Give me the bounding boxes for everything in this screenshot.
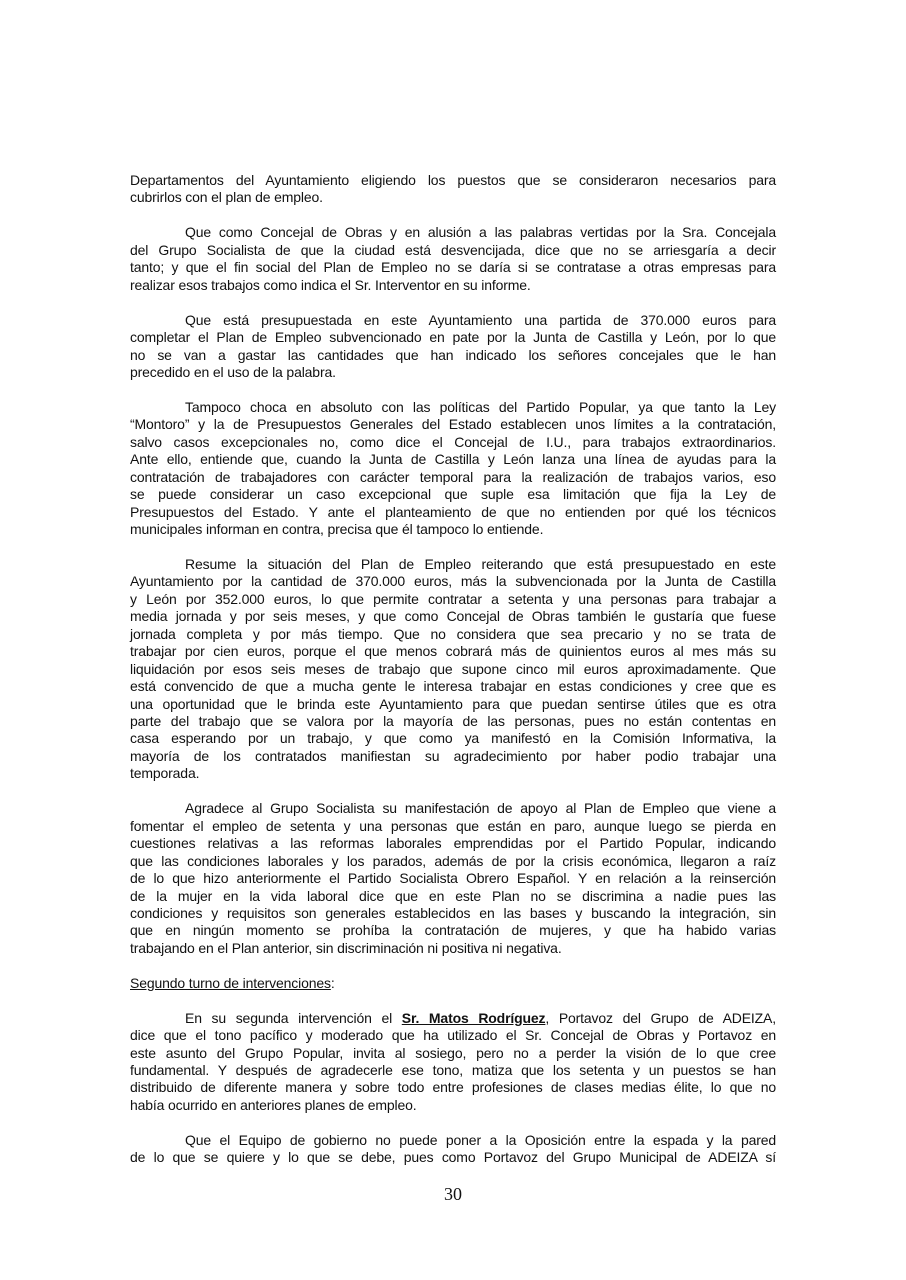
section-heading [130,975,776,992]
paragraph-line: Tampoco choca en absoluto con las políticas del Partido Popular, ya que tanto la Ley [185,398,776,415]
paragraph-line: cubrirlos con el plan de empleo. [130,189,323,206]
document-body [130,172,776,1184]
paragraph-line: del Grupo Socialista de que la ciudad está desvencijada, dice que no se arriesgaría a decir [130,241,776,258]
paragraph-line: de lo que hizo anteriormente el Partido Socialista Obrero Español. Y en relación a la reinserción [130,870,776,887]
paragraph-line [130,1010,776,1027]
paragraph-line: cuestiones relativas a las reformas laborales emprendidas por el Partido Popular, indicando [130,835,776,852]
paragraph [130,312,776,382]
paragraphs-section-1 [130,172,776,957]
paragraph-line: trabajar por cien euros, porque el que menos cobrará más de quinientos euros al mes más su [130,643,776,660]
paragraph-line: que las condiciones laborales y los parados, además de por la crisis económica, llegaron a raíz [130,852,776,869]
paragraph [130,399,776,539]
paragraph-line: había ocurrido en anteriores planes de empleo. [130,1096,417,1113]
paragraph-line: tanto; y que el fin social del Plan de Empleo no se daría si se contratase a otras empresas para [130,259,776,276]
paragraph-line: de lo que se quiere y lo que se debe, pues como Portavoz del Grupo Municipal de ADEIZA sí [130,1149,776,1166]
section-heading-text: Segundo turno de intervenciones [130,974,331,991]
speaker-name: Sr. Matos Rodríguez [401,1009,546,1026]
paragraph-line: precedido en el uso de la palabra. [130,363,336,380]
paragraph-line: Ante ello, entiende que, cuando la Junta de Castilla y León lanza una línea de ayudas para la [130,451,776,468]
paragraph-line: dice que el tono pacífico y moderado que ha utilizado el Sr. Concejal de Obras y Portavoz en [130,1027,776,1044]
paragraph-line: una oportunidad que le brinda este Ayuntamiento para que puedan sentirse útiles que es otra [130,695,776,712]
line-text: En su segunda intervención el [185,1009,402,1026]
paragraph-line: trabajando en el Plan anterior, sin discriminación ni positiva ni negativa. [130,939,562,956]
paragraph-line: Resume la situación del Plan de Empleo reiterando que está presupuestado en este [185,555,776,572]
paragraph-line: Departamentos del Ayuntamiento eligiendo los puestos que se consideraron necesarios para [130,172,776,188]
paragraph-line: que en ningún momento se prohíba la contratación de mujeres, y que ha habido varias [130,922,776,939]
paragraph-line: no se van a gastar las cantidades que han indicado los señores concejales que le han [130,346,776,363]
paragraph-line: Ayuntamiento por la cantidad de 370.000 euros, más la subvencionada por la Junta de Castilla [130,573,776,590]
paragraph-line: Que el Equipo de gobierno no puede poner a la Oposición entre la espada y la pared [185,1131,776,1148]
paragraph-line: se puede considerar un caso excepcional que suple esa limitación que fija la Ley de [130,486,776,503]
paragraph [130,224,776,294]
paragraph-line: este asunto del Grupo Popular, invita al sosiego, pero no a perder la visión de lo que cree [130,1044,776,1061]
paragraph [130,1132,776,1167]
line-text: , Portavoz del Grupo de ADEIZA, [545,1009,776,1026]
paragraph-line: casa esperando por un trabajo, y que como ya manifestó en la Comisión Informativa, la [130,730,776,747]
paragraph-line: de la mujer en la vida laboral dice que en este Plan no se discrimina a nadie pues las [130,887,776,904]
paragraph-line: parte del trabajo que se valora por la mayoría de las personas, pues no están contentas en [130,712,776,729]
paragraph-line: salvo casos excepcionales no, como dice el Concejal de I.U., para trabajos extraordinarios. [130,433,776,450]
paragraph-line: mayoría de los contratados manifiestan su agradecimiento por haber podio trabajar una [130,747,776,764]
paragraph-line: fomentar el empleo de setenta y una personas que están en paro, aunque luego se pierda en [130,817,776,834]
paragraph-line: contratación de trabajadores con carácter temporal para la realización de trabajos varios, eso [130,468,776,485]
paragraph-line: realizar esos trabajos como indica el Sr. Interventor en su informe. [130,276,531,293]
paragraph-line: condiciones y requisitos son generales establecidos en las bases y buscando la integración, sin [130,904,776,921]
paragraph-line: Agradece al Grupo Socialista su manifestación de apoyo al Plan de Empleo que viene a [185,800,776,817]
paragraph-lines [130,1027,776,1114]
paragraph-line: completar el Plan de Empleo subvencionado en pate por la Junta de Castilla y León, por lo que [130,329,776,346]
paragraph-line: Que como Concejal de Obras y en alusión a las palabras vertidas por la Sra. Concejala [185,224,776,241]
paragraph [130,556,776,783]
paragraph-line: Que está presupuestada en este Ayuntamiento una partida de 370.000 euros para [185,311,776,328]
page-number: 30 [444,1184,462,1204]
paragraph-line: está convencido de que a mucha gente le interesa trabajar en estas condiciones y cree que es [130,678,776,695]
paragraph-line: “Montoro” y la de Presupuestos Generales del Estado establecen unos límites a la contratación, [130,416,776,433]
paragraph-line: distribuido de diferente manera y sobre todo entre profesiones de clases medias élite, lo que no [130,1079,776,1096]
paragraph [130,172,776,207]
paragraph [130,800,776,957]
paragraph-line: temporada. [130,765,200,782]
section-heading-colon: : [330,974,335,991]
paragraph-line: Presupuestos del Estado. Y ante el planteamiento de que no entienden por qué los técnicos [130,503,776,520]
paragraph-line: fundamental. Y después de agradecerle ese tono, matiza que los setenta y un puestos se han [130,1062,776,1078]
paragraph [130,1010,776,1115]
paragraph-line: y León por 352.000 euros, lo que permite contratar a setenta y una personas para trabajar a [130,590,776,607]
paragraph-line: liquidación por esos seis meses de trabajo que supone cinco mil euros aproximadamente. Que [130,660,776,677]
paragraph-line: jornada completa y por más tiempo. Que no considera que sea precario y no se trata de [130,625,776,642]
paragraph-line: municipales informan en contra, precisa que él tampoco lo entiende. [130,521,544,538]
paragraph-line: media jornada y por seis meses, y que como Concejal de Obras también le gustaría que fuese [130,608,776,625]
